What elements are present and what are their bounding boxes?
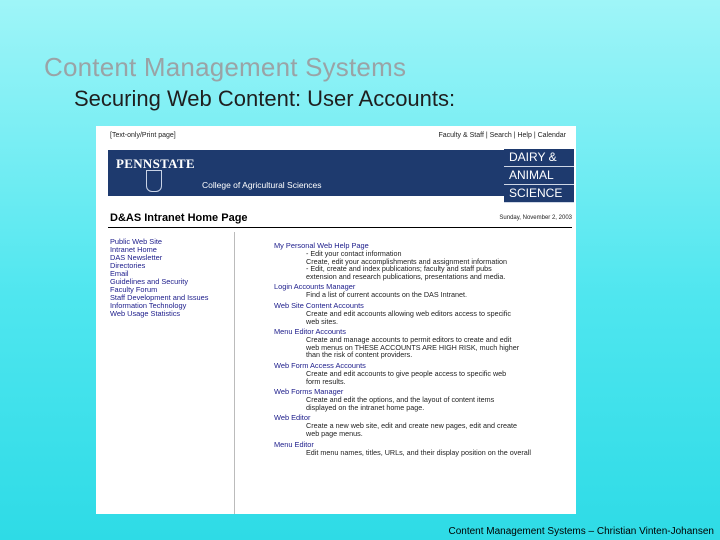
slide-title: Content Management Systems [44, 52, 407, 82]
list-item [274, 283, 572, 299]
nav-item-public-web-site[interactable]: Public Web Site [110, 237, 163, 246]
entry-description: - Edit your contact information Create, edit your accomplishments and assignment information - Edit, create and index publications; faculty and staff pubs extension and research publications, presentations and media. [306, 249, 507, 281]
nav-item-directories[interactable]: Directories [110, 261, 146, 270]
slide-subtitle: Securing Web Content: User Accounts: [74, 86, 456, 111]
university-logo[interactable]: PENNSTATE [116, 156, 195, 171]
nav-item-information-technology[interactable]: Information Technology [110, 301, 187, 310]
entry-description: Create a new web site, edit and create new pages, edit and create web page menus. [306, 421, 517, 438]
slide-footer: Content Management Systems – Christian Vinten-Johansen [448, 526, 714, 537]
nav-item-staff-development[interactable]: Staff Development and Issues [110, 293, 209, 302]
list-item [274, 414, 572, 437]
entry-link[interactable]: Web Site Content Accounts [274, 300, 364, 310]
nav-item-intranet-home[interactable]: Intranet Home [110, 245, 157, 254]
dept-line-2: ANIMAL [504, 167, 574, 185]
left-nav [110, 238, 234, 318]
entry-link[interactable]: Web Editor [274, 413, 311, 423]
entry-description: Create and edit the options, and the layout of content items displayed on the intranet home page. [306, 395, 495, 412]
entry-description: Find a list of current accounts on the DAS Intranet. [306, 290, 468, 300]
nav-item-newsletter[interactable]: DAS Newsletter [110, 253, 163, 262]
site-banner [108, 150, 504, 196]
list-item [274, 328, 572, 359]
nav-item-guidelines[interactable]: Guidelines and Security [110, 277, 189, 286]
dept-line-1: DAIRY & [504, 149, 574, 167]
entry-link[interactable]: Menu Editor Accounts [274, 327, 346, 337]
entry-description: Create and edit accounts to give people access to specific web form results. [306, 368, 507, 386]
entry-description: Create and edit accounts allowing web editors access to specific web sites. [306, 308, 511, 326]
date-label: Sunday, November 2, 2003 [499, 215, 572, 221]
entry-link[interactable]: My Personal Web Help Page [274, 241, 369, 250]
list-item [274, 441, 572, 457]
nav-item-web-usage-statistics[interactable]: Web Usage Statistics [110, 309, 181, 318]
nav-item-faculty-forum[interactable]: Faculty Forum [110, 285, 158, 294]
utility-links[interactable]: Faculty & Staff | Search | Help | Calendar [438, 132, 566, 139]
nav-item-email[interactable]: Email [110, 269, 129, 278]
list-item [274, 242, 572, 280]
shield-icon [146, 170, 162, 192]
list-item [274, 388, 572, 411]
main-content [274, 242, 572, 459]
text-only-link[interactable]: [Text-only/Print page] [110, 132, 176, 139]
entry-description: Edit menu names, titles, URLs, and their display position on the overall [306, 447, 531, 457]
dept-line-3: SCIENCE [504, 185, 574, 203]
list-item [274, 302, 572, 325]
department-logo[interactable] [504, 149, 574, 203]
top-utility-bar [96, 126, 576, 146]
college-name: College of Agricultural Sciences [202, 180, 322, 190]
entry-link[interactable]: Login Accounts Manager [274, 282, 356, 292]
entry-link[interactable]: Menu Editor [274, 439, 314, 449]
entry-link[interactable]: Web Forms Manager [274, 387, 344, 397]
entry-link[interactable]: Web Form Access Accounts [274, 360, 366, 370]
divider [108, 227, 572, 228]
column-divider [234, 232, 235, 514]
entry-description: Create and manage accounts to permit editors to create and edit web menus on THESE ACCOUNTS ARE HIGH RISK, much higher than the risk of content providers. [306, 335, 520, 360]
page-title: D&AS Intranet Home Page [110, 212, 248, 224]
intranet-screenshot [96, 126, 576, 514]
list-item [274, 362, 572, 385]
